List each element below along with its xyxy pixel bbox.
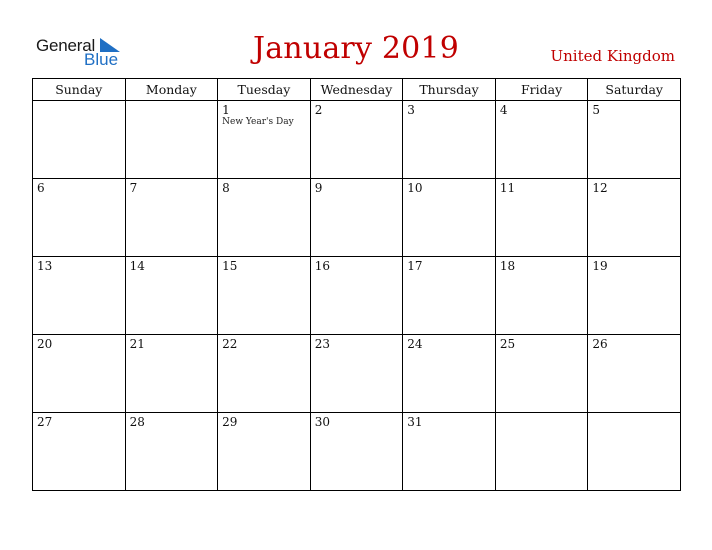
day-cell <box>218 101 311 179</box>
day-number <box>496 413 588 415</box>
day-number: 8 <box>222 181 230 195</box>
logo-general-text: General <box>36 36 96 55</box>
day-number: 24 <box>407 337 423 351</box>
day-cell <box>125 257 218 335</box>
day-cell <box>310 335 403 413</box>
day-cell <box>403 179 496 257</box>
day-cell <box>588 101 681 179</box>
weekday-header: Friday <box>495 79 588 101</box>
day-cell <box>495 335 588 413</box>
day-number: 18 <box>499 259 516 273</box>
week-row <box>33 257 681 335</box>
holiday-label: New Year's Day <box>222 117 294 127</box>
day-number: 1 <box>222 103 230 117</box>
weekday-header: Wednesday <box>310 79 403 101</box>
day-number: 23 <box>314 337 330 351</box>
day-cell <box>218 257 311 335</box>
calendar-title: January 2019 <box>252 31 459 66</box>
calendar-grid <box>32 78 681 491</box>
day-number <box>126 101 218 103</box>
day-number: 3 <box>407 103 415 117</box>
day-cell <box>33 101 126 179</box>
day-number: 15 <box>222 259 238 273</box>
day-cell <box>495 101 588 179</box>
day-cell <box>310 413 403 491</box>
day-cell <box>403 413 496 491</box>
day-number: 14 <box>129 259 145 273</box>
weekday-header: Tuesday <box>218 79 311 101</box>
weekday-header: Saturday <box>588 79 681 101</box>
day-cell <box>403 101 496 179</box>
day-cell <box>495 413 588 491</box>
day-cell <box>588 335 681 413</box>
day-cell <box>125 413 218 491</box>
weekday-header: Monday <box>125 79 218 101</box>
day-number: 31 <box>407 415 423 429</box>
week-row <box>33 101 681 179</box>
day-number: 7 <box>129 181 138 195</box>
day-number: 6 <box>37 181 45 195</box>
day-number: 11 <box>499 181 516 195</box>
day-cell <box>125 101 218 179</box>
week-row <box>33 179 681 257</box>
logo-blue-text: Blue <box>84 50 119 69</box>
day-number: 29 <box>222 415 238 429</box>
weekday-header-row <box>33 79 681 101</box>
day-number: 21 <box>129 337 145 351</box>
day-cell <box>218 179 311 257</box>
day-number: 26 <box>592 337 608 351</box>
day-cell <box>588 179 681 257</box>
day-cell <box>495 257 588 335</box>
day-number: 13 <box>37 259 53 273</box>
day-number: 16 <box>314 259 330 273</box>
day-number: 20 <box>37 337 53 351</box>
day-cell <box>403 257 496 335</box>
day-cell <box>125 335 218 413</box>
day-cell <box>403 335 496 413</box>
day-cell <box>588 413 681 491</box>
day-number: 2 <box>314 103 323 117</box>
day-number: 4 <box>499 103 508 117</box>
day-number: 17 <box>407 259 423 273</box>
day-number: 22 <box>222 337 238 351</box>
day-cell <box>33 179 126 257</box>
day-cell <box>33 335 126 413</box>
day-cell <box>310 179 403 257</box>
day-number: 10 <box>407 181 423 195</box>
day-number: 19 <box>592 259 608 273</box>
country-label: United Kingdom <box>550 47 675 65</box>
day-number: 9 <box>314 181 323 195</box>
day-cell <box>310 101 403 179</box>
day-cell <box>310 257 403 335</box>
day-cell <box>218 413 311 491</box>
day-number: 25 <box>499 337 516 351</box>
day-number: 28 <box>129 415 145 429</box>
day-cell <box>588 257 681 335</box>
day-number: 5 <box>592 103 601 117</box>
week-row <box>33 413 681 491</box>
day-number: 12 <box>592 181 608 195</box>
day-cell <box>33 257 126 335</box>
day-number: 30 <box>314 415 330 429</box>
week-row <box>33 335 681 413</box>
day-cell <box>495 179 588 257</box>
day-number: 27 <box>37 415 53 429</box>
day-number <box>588 413 680 415</box>
weekday-header: Thursday <box>403 79 496 101</box>
weekday-header: Sunday <box>33 79 126 101</box>
day-number <box>33 101 125 103</box>
day-cell <box>33 413 126 491</box>
day-cell <box>218 335 311 413</box>
day-cell <box>125 179 218 257</box>
